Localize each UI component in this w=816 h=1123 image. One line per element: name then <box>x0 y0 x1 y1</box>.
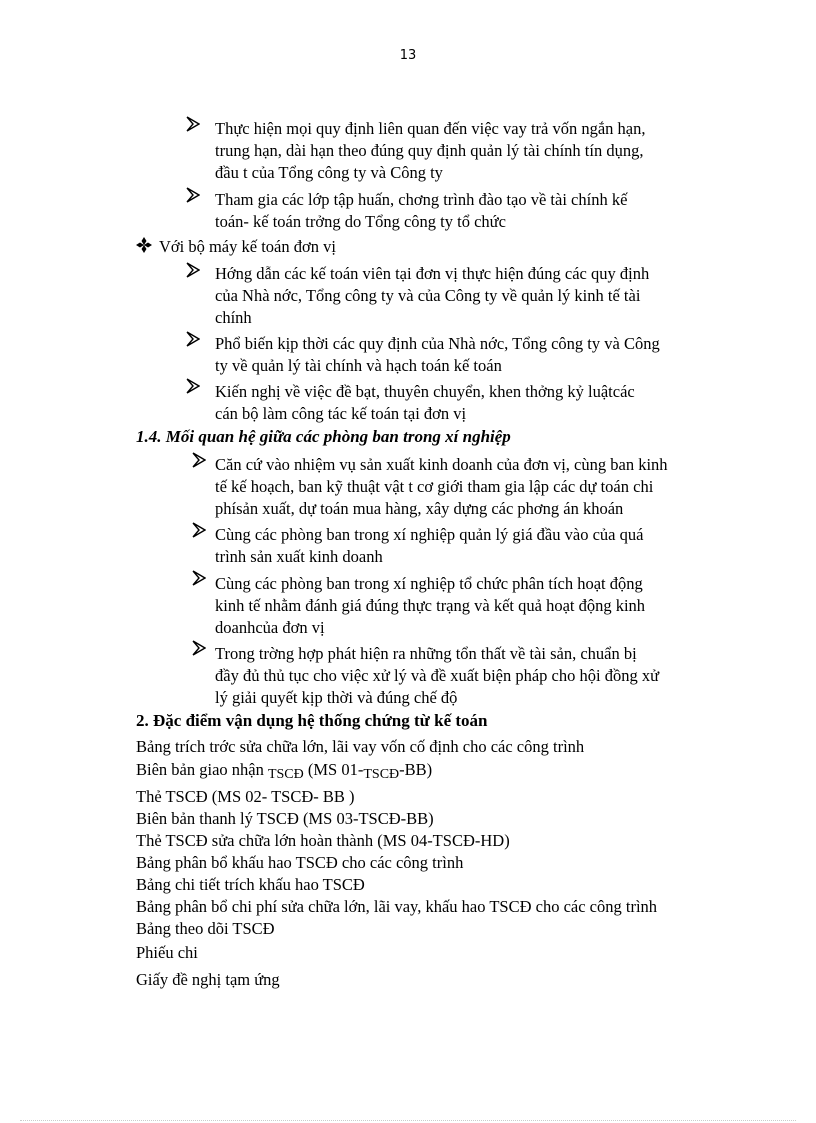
document-item: Phiếu chi <box>136 943 198 962</box>
section-heading-2: 2. Đặc điểm vận dụng hệ thống chứng từ kế toán <box>136 711 488 730</box>
page-divider <box>20 1120 796 1121</box>
page-number: 13 <box>399 48 417 63</box>
text-part: -BB) <box>399 760 433 779</box>
line: trình sản xuất kinh doanh <box>215 547 383 566</box>
line: Cùng các phòng ban trong xí nghiệp quản lý giá đầu vào của quá <box>215 525 644 544</box>
line: ty về quản lý tài chính và hạch toán kế toán <box>215 356 502 375</box>
arrow-bullet-icon <box>192 640 206 656</box>
line: Tham gia các lớp tập huấn, chơng trình đào tạo về tài chính kế <box>215 190 628 209</box>
arrow-bullet-icon <box>186 378 200 394</box>
line: Thực hiện mọi quy định liên quan đến việc vay trả vốn ngắn hạn, <box>215 119 646 138</box>
list-item <box>215 381 738 425</box>
arrow-bullet-icon <box>186 331 200 347</box>
section-title-unit: Với bộ máy kế toán đơn vị <box>159 237 336 256</box>
list-item <box>215 454 738 520</box>
line: doanhcủa đơn vị <box>215 618 325 637</box>
document-item: Bảng phân bổ chi phí sửa chữa lớn, lãi vay, khấu hao TSCĐ cho các công trình <box>136 897 658 916</box>
line: toán- kế toán trởng do Tổng công ty tổ chức <box>215 212 506 231</box>
document-item: Bảng phân bổ khấu hao TSCĐ cho các công trình <box>136 853 464 872</box>
line: cán bộ làm công tác kế toán tại đơn vị <box>215 404 467 423</box>
line: của Nhà nớc, Tổng công ty và của Công ty về quản lý kinh tế tài <box>215 286 641 305</box>
document-item: Bảng trích trớc sửa chữa lớn, lãi vay vốn cố định cho các công trình <box>136 737 585 756</box>
section-heading-1-4: 1.4. Mối quan hệ giữa các phòng ban trong xí nghiệp <box>136 427 511 446</box>
text-part: TSCĐ <box>267 767 304 782</box>
line: chính <box>215 308 252 327</box>
document-item: Biên bản thanh lý TSCĐ (MS 03-TSCĐ-BB) <box>136 809 434 828</box>
line: phísản xuất, dự toán mua hàng, xây dựng các phơng án khoán <box>215 499 624 518</box>
line: Kiến nghị về việc đề bạt, thuyên chuyển, khen thởng kỷ luậtcác <box>215 382 635 401</box>
line: Căn cứ vào nhiệm vụ sản xuất kinh doanh của đơn vị, cùng ban kinh <box>215 455 668 474</box>
list-item <box>215 118 738 184</box>
line: đầu t của Tổng công ty và Công ty <box>215 163 443 182</box>
arrow-bullet-icon <box>192 570 206 586</box>
line: trung hạn, dài hạn theo đúng quy định quản lý tài chính tín dụng, <box>215 141 644 160</box>
line: đầy đủ thủ tục cho việc xử lý và đề xuất biện pháp cho hội đồng xử <box>215 666 660 685</box>
document-item: Thẻ TSCĐ sửa chữa lớn hoàn thành (MS 04-TSCĐ-HD) <box>136 831 510 850</box>
line: Hớng dẫn các kế toán viên tại đơn vị thực hiện đúng các quy định <box>215 264 650 283</box>
line: Cùng các phòng ban trong xí nghiệp tổ chức phân tích hoạt động <box>215 574 643 593</box>
line: kinh tế nhằm đánh giá đúng thực trạng và kết quả hoạt động kinh <box>215 596 646 615</box>
list-item <box>215 189 738 233</box>
line: lý giải quyết kịp thời và đúng chế độ <box>215 688 458 707</box>
arrow-bullet-icon <box>186 116 200 132</box>
line: Phổ biến kịp thời các quy định của Nhà nớc, Tổng công ty và Công <box>215 334 660 353</box>
text-part: (MS 01- <box>303 760 364 779</box>
arrow-bullet-icon <box>192 522 206 538</box>
document-item: Giấy đề nghị tạm ứng <box>136 970 280 989</box>
text-part: Biên bản giao nhận <box>136 760 268 779</box>
document-item: Bảng theo dõi TSCĐ <box>136 919 275 938</box>
list-item <box>215 643 738 709</box>
list-item <box>215 573 738 639</box>
diamond-bullet-icon <box>136 237 152 253</box>
line: tế kế hoạch, ban kỹ thuật vật t cơ giới tham gia lập các dự toán chi <box>215 477 654 496</box>
list-item <box>215 263 738 329</box>
list-item <box>215 524 738 568</box>
document-item: Thẻ TSCĐ (MS 02- TSCĐ- BB ) <box>136 787 355 806</box>
text-part: TSCĐ <box>363 767 400 782</box>
list-item <box>215 333 738 377</box>
document-item: Bảng chi tiết trích khấu hao TSCĐ <box>136 875 365 894</box>
document-item <box>136 759 432 783</box>
arrow-bullet-icon <box>192 452 206 468</box>
arrow-bullet-icon <box>186 187 200 203</box>
line: Trong trờng hợp phát hiện ra những tổn thất về tài sản, chuẩn bị <box>215 644 637 663</box>
arrow-bullet-icon <box>186 262 200 278</box>
